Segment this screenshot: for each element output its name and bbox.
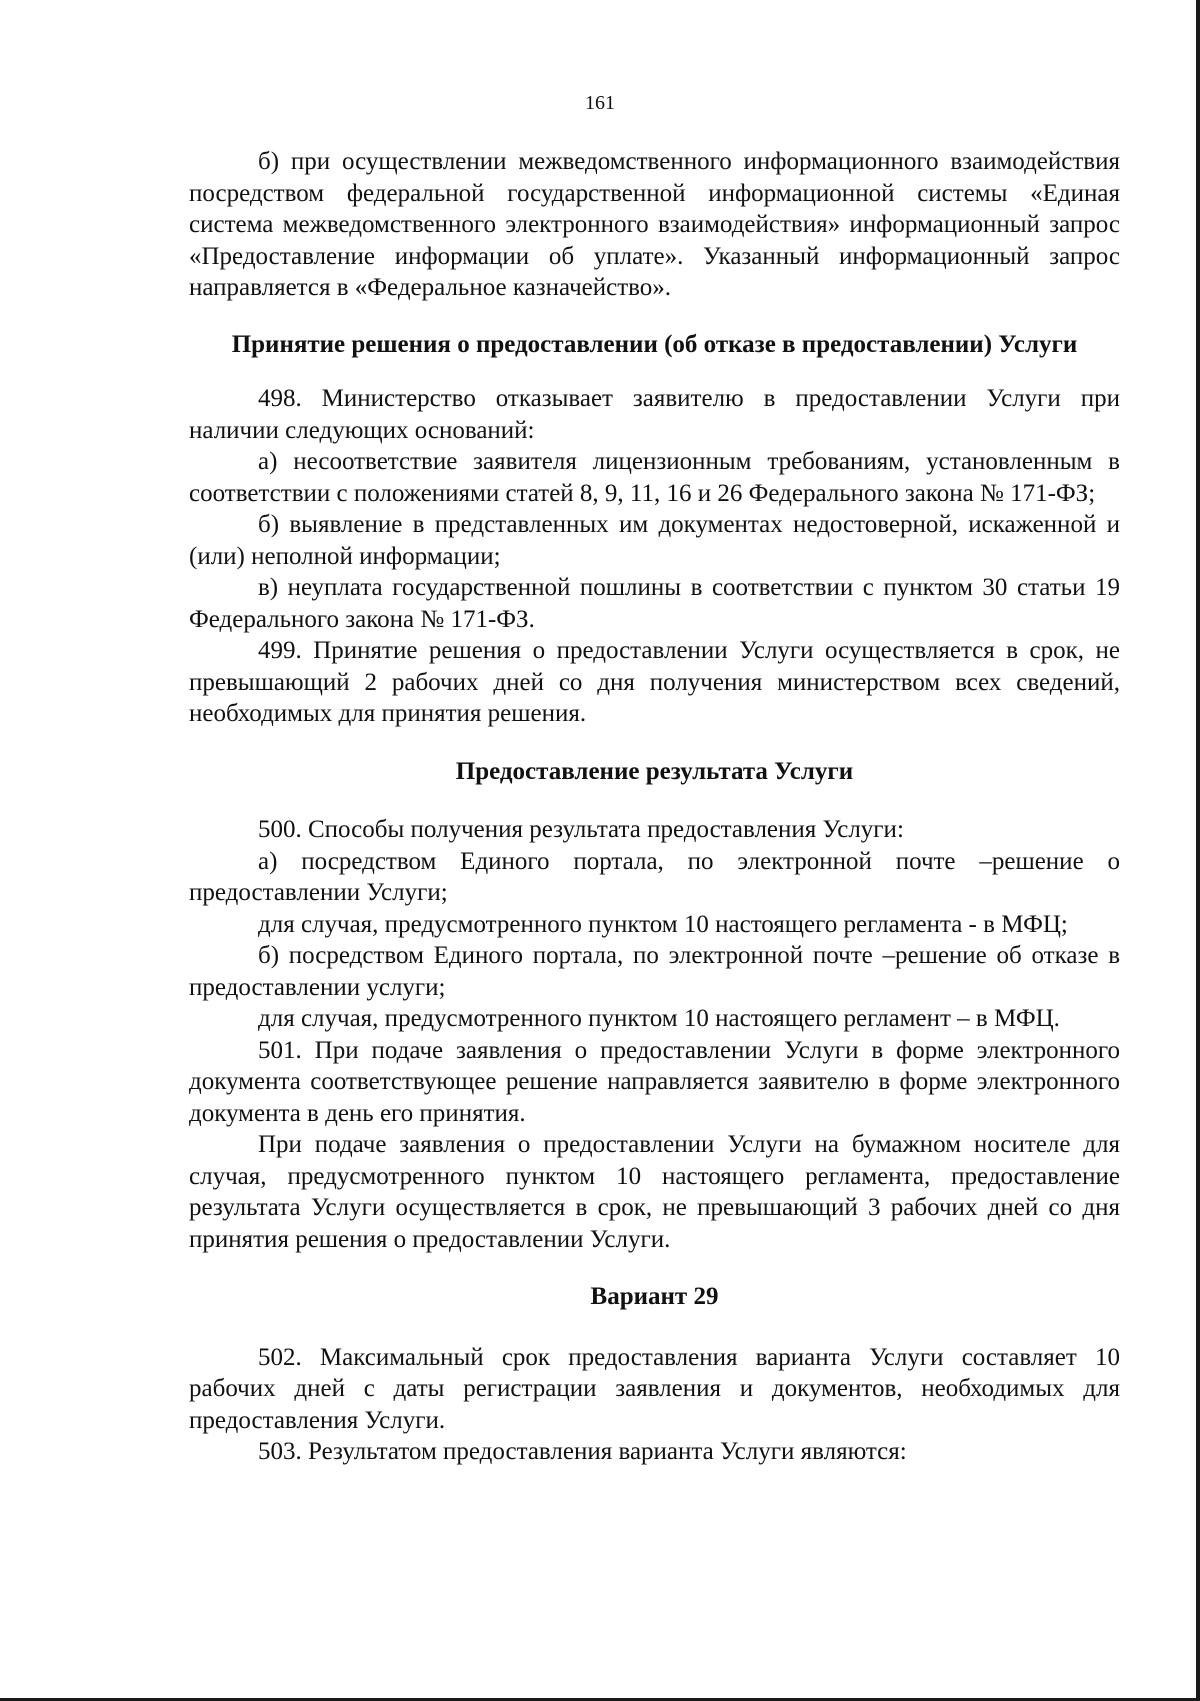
paragraph-500-a-mfc: для случая, предусмотренного пунктом 10 настоящего регламента - в МФЦ; xyxy=(258,910,1068,938)
paragraph-498-a: а) несоответствие заявителя лицензионным требованиям, установленным в соответствии с положениями статей 8, 9, 11, 16 и 26 Федерального закона № 171-ФЗ; xyxy=(189,448,1120,507)
paragraph-500-b: б) посредством Единого портала, по электронной почте –решение об отказе в предоставлении услуги; xyxy=(189,942,1120,1001)
paragraph-500: 500. Способы получения результата предоставления Услуги: xyxy=(258,816,904,843)
page-number: 161 xyxy=(585,92,615,114)
paragraph-499: 499. Принятие решения о предоставлении Услуги осуществляется в срок, не превышающий 2 рабочих дней со дня получения министерством всех сведений, необходимых для принятия решения. xyxy=(189,637,1120,727)
paragraph-502: 502. Максимальный срок предоставления варианта Услуги составляет 10 рабочих дней с даты регистрации заявления и документов, необходимых для предоставления Услуги. xyxy=(189,1343,1120,1434)
paragraph-501: 501. При подаче заявления о предоставлении Услуги в форме электронного документа соответствующее решение направляется заявителю в форме электронного документа в день его принятия. xyxy=(189,1036,1120,1127)
paragraph-b-interdepartmental-request: б) при осуществлении межведомственного информационного взаимодействия посредством федеральной государственной информационной системы «Единая система межведомственного электронного взаимодействия» информационный запрос «Предоставление информации об уплате». Указанный информационный запрос направляется в «Федеральное казначейство». xyxy=(189,148,1120,301)
paragraph-501-paper: При подаче заявления о предоставлении Услуги на бумажном носителе для случая, предусмотренного пунктом 10 настоящего регламента, предоставление результата Услуги осуществляется в срок, не превышающий 3 рабочих дней со дня принятия решения о предоставлении Услуги. xyxy=(189,1131,1120,1253)
document-body xyxy=(189,146,1120,1468)
paragraph-498-v: в) неуплата государственной пошлины в соответствии с пунктом 30 статьи 19 Федерального закона № 171-ФЗ. xyxy=(189,574,1120,633)
section-heading-variant-29: Вариант 29 xyxy=(590,1283,719,1310)
paragraph-500-b-mfc: для случая, предусмотренного пунктом 10 настоящего регламент – в МФЦ. xyxy=(258,1005,1060,1032)
paragraph-500-a: а) посредством Единого портала, по электронной почте –решение о предоставлении Услуги; xyxy=(189,847,1120,906)
paragraph-498: 498. Министерство отказывает заявителю в предоставлении Услуги при наличии следующих оснований: xyxy=(189,385,1120,444)
section-heading-result: Предоставление результата Услуги xyxy=(455,757,854,785)
paragraph-498-b: б) выявление в представленных им документах недостоверной, искаженной и (или) неполной информации; xyxy=(189,511,1120,570)
section-heading-decision: Принятие решения о предоставлении (об отказе в предоставлении) Услуги xyxy=(231,330,1078,358)
paragraph-503: 503. Результатом предоставления варианта Услуги являются: xyxy=(258,1438,907,1465)
